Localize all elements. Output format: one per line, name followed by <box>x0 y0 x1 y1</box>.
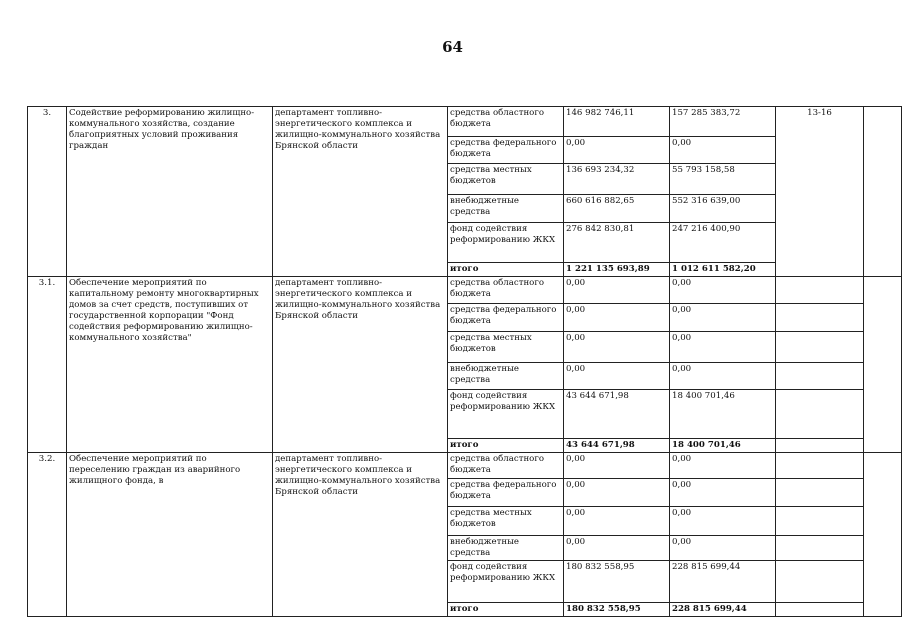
funding-source: итого <box>448 603 564 617</box>
amount-year-2: 552 316 639,00 <box>670 195 776 223</box>
executor-name: департамент топливно-энергетического комплекса и жилищно-коммунального хозяйства Брянской области <box>273 453 448 617</box>
funding-source: средства местных бюджетов <box>448 164 564 195</box>
term-cell <box>776 536 864 561</box>
amount-year-1: 43 644 671,98 <box>564 439 670 453</box>
term-cell <box>776 277 864 304</box>
amount-year-2: 0,00 <box>670 304 776 332</box>
executor-name: департамент топливно-энергетического комплекса и жилищно-коммунального хозяйства Брянской области <box>273 107 448 277</box>
amount-year-2: 228 815 699,44 <box>670 603 776 617</box>
amount-year-2: 0,00 <box>670 277 776 304</box>
table-row <box>28 453 902 479</box>
term-cell <box>776 304 864 332</box>
amount-year-2: 1 012 611 582,20 <box>670 263 776 277</box>
term-cell <box>776 363 864 390</box>
amount-year-1: 0,00 <box>564 304 670 332</box>
amount-year-2: 55 793 158,58 <box>670 164 776 195</box>
funding-source: средства областного бюджета <box>448 453 564 479</box>
amount-year-1: 0,00 <box>564 453 670 479</box>
term-cell: 13-16 <box>776 107 864 277</box>
amount-year-1: 180 832 558,95 <box>564 561 670 603</box>
amount-year-1: 43 644 671,98 <box>564 390 670 439</box>
executor-name: департамент топливно-энергетического комплекса и жилищно-коммунального хозяйства Брянской области <box>273 277 448 453</box>
funding-source: средства федерального бюджета <box>448 304 564 332</box>
amount-year-1: 0,00 <box>564 507 670 536</box>
term-cell <box>776 507 864 536</box>
amount-year-2: 0,00 <box>670 332 776 363</box>
term-cell <box>776 453 864 479</box>
amount-year-2: 0,00 <box>670 137 776 164</box>
amount-year-2: 0,00 <box>670 479 776 507</box>
empty-cell <box>864 277 902 453</box>
amount-year-1: 0,00 <box>564 363 670 390</box>
amount-year-2: 18 400 701,46 <box>670 439 776 453</box>
page-number: 64 <box>442 38 463 56</box>
amount-year-2: 228 815 699,44 <box>670 561 776 603</box>
funding-source: внебюджетные средства <box>448 195 564 223</box>
amount-year-2: 0,00 <box>670 536 776 561</box>
amount-year-2: 0,00 <box>670 507 776 536</box>
amount-year-2: 247 216 400,90 <box>670 223 776 263</box>
budget-table <box>27 106 902 617</box>
item-number: 3. <box>28 107 67 277</box>
activity-name: Обеспечение мероприятий по капитальному ремонту многоквартирных домов за счет средств, поступивших от государственной корпорации "Фонд содействия реформированию жилищно-коммунального хозяйства" <box>67 277 273 453</box>
funding-source: средства местных бюджетов <box>448 332 564 363</box>
funding-source: средства областного бюджета <box>448 107 564 137</box>
item-number: 3.1. <box>28 277 67 453</box>
amount-year-2: 0,00 <box>670 363 776 390</box>
amount-year-1: 0,00 <box>564 277 670 304</box>
funding-source: внебюджетные средства <box>448 363 564 390</box>
funding-source: средства федерального бюджета <box>448 137 564 164</box>
funding-source: итого <box>448 439 564 453</box>
funding-source: средства местных бюджетов <box>448 507 564 536</box>
table-row <box>28 107 902 137</box>
table-row <box>28 277 902 304</box>
funding-source: фонд содействия реформированию ЖКХ <box>448 561 564 603</box>
amount-year-1: 0,00 <box>564 479 670 507</box>
amount-year-1: 0,00 <box>564 536 670 561</box>
funding-source: итого <box>448 263 564 277</box>
term-cell <box>776 561 864 603</box>
term-cell <box>776 603 864 617</box>
funding-source: внебюджетные средства <box>448 536 564 561</box>
amount-year-1: 1 221 135 693,89 <box>564 263 670 277</box>
term-cell <box>776 390 864 439</box>
activity-name: Содействие реформированию жилищно-коммунального хозяйства, создание благоприятных условий проживания граждан <box>67 107 273 277</box>
amount-year-2: 18 400 701,46 <box>670 390 776 439</box>
term-cell <box>776 439 864 453</box>
funding-source: фонд содействия реформированию ЖКХ <box>448 390 564 439</box>
item-number: 3.2. <box>28 453 67 617</box>
empty-cell <box>864 107 902 277</box>
funding-source: средства федерального бюджета <box>448 479 564 507</box>
funding-source: средства областного бюджета <box>448 277 564 304</box>
amount-year-1: 0,00 <box>564 137 670 164</box>
term-cell <box>776 479 864 507</box>
amount-year-1: 136 693 234,32 <box>564 164 670 195</box>
amount-year-1: 276 842 830,81 <box>564 223 670 263</box>
amount-year-2: 157 285 383,72 <box>670 107 776 137</box>
amount-year-1: 0,00 <box>564 332 670 363</box>
amount-year-1: 180 832 558,95 <box>564 603 670 617</box>
term-cell <box>776 332 864 363</box>
amount-year-2: 0,00 <box>670 453 776 479</box>
funding-source: фонд содействия реформированию ЖКХ <box>448 223 564 263</box>
amount-year-1: 660 616 882,65 <box>564 195 670 223</box>
empty-cell <box>864 453 902 617</box>
activity-name: Обеспечение мероприятий по переселению граждан из аварийного жилищного фонда, в <box>67 453 273 617</box>
amount-year-1: 146 982 746,11 <box>564 107 670 137</box>
